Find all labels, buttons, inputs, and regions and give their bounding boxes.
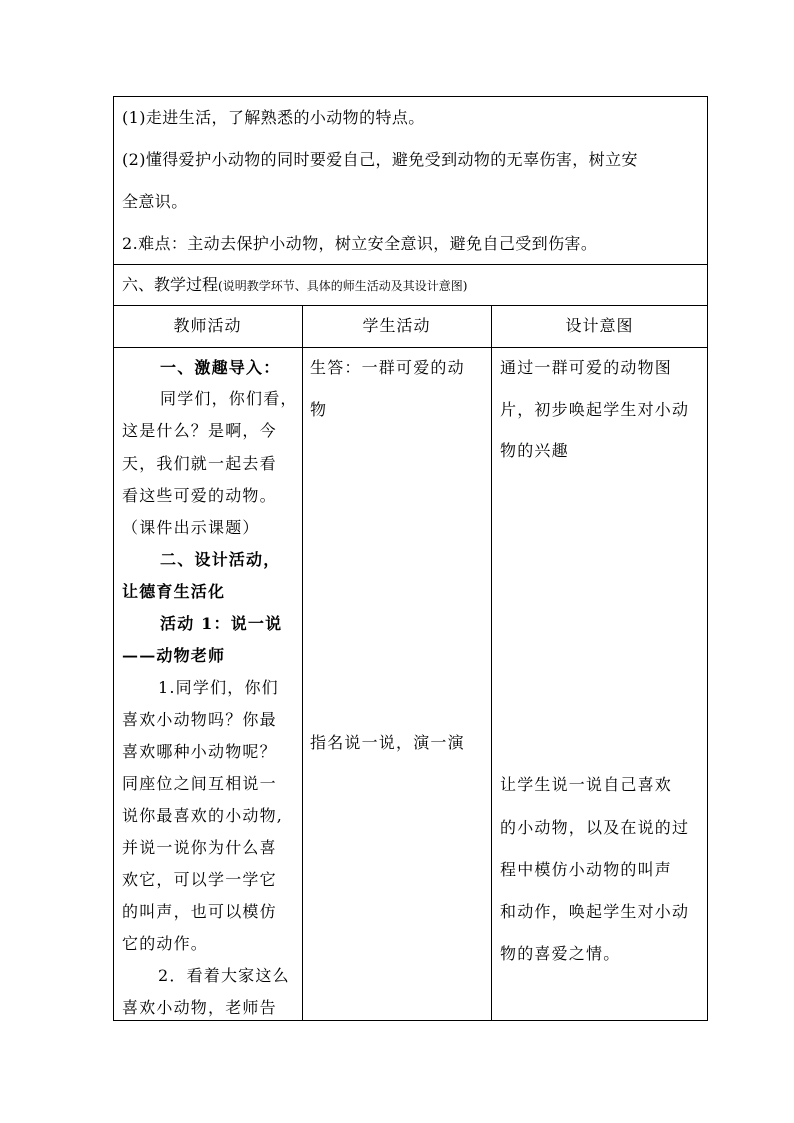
difficulty-line: 2.难点：主动去保护小动物，树立安全意识，避免自己受到伤害。	[122, 234, 598, 253]
section-title-text: 六、教学过程	[122, 275, 219, 294]
intent-line: 片，初步唤起学生对小动	[500, 400, 690, 419]
student-line: 指名说一说，演一演	[310, 733, 465, 752]
teacher-line: ——动物老师	[122, 646, 226, 665]
teacher-line: 喜欢哪种小动物呢？	[122, 742, 277, 761]
intent-line: 通过一群可爱的动物图	[500, 358, 673, 377]
column-divider	[302, 305, 303, 1021]
teacher-line: 同座位之间互相说一	[122, 774, 277, 793]
teacher-line: 同学们，你们看，	[160, 389, 298, 408]
student-line: 生答：一群可爱的动	[310, 358, 465, 377]
header-intent: 设计意图	[565, 316, 634, 335]
teacher-line: 一、激趣导入：	[160, 358, 281, 377]
student-line: 物	[310, 400, 328, 419]
section-title	[122, 275, 467, 296]
objective-line-2: (2)懂得爱护小动物的同时要爱自己，避免受到动物的无辜伤害，树立安	[122, 150, 638, 169]
section-title-note: (说明教学环节、具体的师生活动及其设计意图)	[218, 279, 468, 293]
teacher-line: 这是什么？是啊，今	[122, 421, 277, 440]
objective-line-1: (1)走进生活，了解熟悉的小动物的特点。	[122, 108, 425, 127]
teacher-line: 活动 1：说一说	[160, 614, 283, 633]
teacher-line: 2．看着大家这么	[158, 966, 290, 985]
header-teacher: 教师活动	[173, 316, 242, 335]
teacher-line: 喜欢小动物，老师告	[122, 998, 277, 1017]
intent-line: 程中模仿小动物的叫声	[500, 860, 673, 879]
teacher-line: 让德育生活化	[122, 582, 226, 601]
teacher-line: 二、设计活动，	[160, 550, 281, 569]
teacher-line: 1.同学们，你们	[158, 678, 279, 697]
divider-line	[113, 264, 708, 265]
intent-line: 物的喜爱之情。	[500, 944, 621, 963]
divider-line	[113, 305, 708, 306]
teacher-line: 说你最喜欢的小动物,	[122, 806, 284, 825]
teacher-line: 的叫声，也可以模仿	[122, 902, 277, 921]
teacher-line: 欢它，可以学一学它	[122, 870, 277, 889]
teacher-line: （课件出示课题）	[122, 518, 260, 537]
teacher-line: 天，我们就一起去看	[122, 454, 277, 473]
objective-line-3: 全意识。	[122, 192, 188, 211]
intent-line: 的小动物，以及在说的过	[500, 818, 690, 837]
teacher-line: 喜欢小动物吗？你最	[122, 710, 277, 729]
header-student: 学生活动	[362, 316, 431, 335]
intent-line: 物的兴趣	[500, 441, 569, 460]
divider-line	[113, 347, 708, 348]
teacher-line: 看这些可爱的动物。	[122, 486, 277, 505]
column-divider	[491, 305, 492, 1021]
intent-line: 和动作，唤起学生对小动	[500, 902, 690, 921]
intent-line: 让学生说一说自己喜欢	[500, 775, 673, 794]
teacher-line: 并说一说你为什么喜	[122, 838, 277, 857]
teacher-line: 它的动作。	[122, 934, 209, 953]
